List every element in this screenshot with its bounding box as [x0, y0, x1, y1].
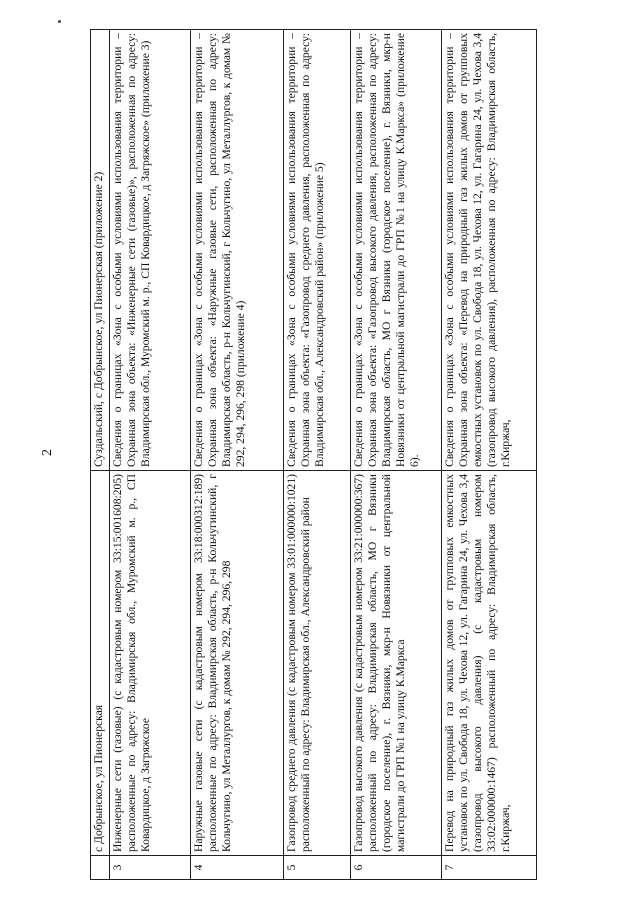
table-row: [284, 30, 351, 880]
cell-object-name: Перевод на природный газ жилых домов от групповых емкостных установок по ул. Свобода 18, ул. Чехова 12, ул. Гагарина 24, ул. Чехова 3,4 (газопровод высокого давления) (с кадастровым номером 33:02:000000:1467) расположенный по адресу: Владимирская область, г.Киржач,: [442, 471, 537, 856]
cell-number: [91, 856, 110, 880]
table-row-continued: [91, 30, 110, 880]
cell-number: 6: [351, 856, 442, 880]
cell-zone-info: Сведения о границах «Зона с особыми условиями использования территории – Охранная зона объекта: «Газопровод высокого давления, расположенная по адресу: Владимирская область, МО г Вязники (городское поселение), г. Вязники, мкр-н Новязники от центральной магистрали до ГРП №1 на улицу К.Маркса» (приложение 6).: [351, 30, 442, 471]
cell-object-name: с Добрынское, ул Пионерская: [91, 471, 110, 856]
page-number: 2: [40, 449, 55, 456]
zones-table: [90, 29, 537, 880]
cell-zone-info: Сведения о границах «Зона с особыми условиями использования территории – Охранная зона объекта: «Газопровод среднего давления, расположенная по адресу: Владимирская обл., Александровский район» (приложение 5): [284, 30, 351, 471]
cell-object-name: Газопровод высокого давления (с кадастровым номером 33:21:000000:367) расположенный по адресу: Владимирская область, МО г Вязники (городское поселение), г. Вязники, мкр-н Новязники от центральной магистрали до ГРП №1 на улицу К.Маркса: [351, 471, 442, 856]
cell-object-name: Инженерные сети (газовые) (с кадастровым номером 33:15:001608:205) расположенные по адресу: Владимирская обл., Муромский м. р., СП Ковардицкое, д Загряжское: [110, 471, 191, 856]
cell-number: 5: [284, 856, 351, 880]
table-row: [191, 30, 284, 880]
cell-object-name: Наружные газовые сети (с кадастровым номером 33:18:000312:189) расположенные по адресу: Владимирская область, р-н Кольчугинский, г Кольчугино, ул Металлургов, к домам № 292, 294, 296, 298: [191, 471, 284, 856]
rotated-page-content: [90, 30, 560, 880]
table-row: [442, 30, 537, 880]
cell-zone-info: Суздальский, с Добрынское, ул Пионерская (приложение 2): [91, 30, 110, 471]
table-row: [351, 30, 442, 880]
cell-zone-info: Сведения о границах «Зона с особыми условиями использования территории – Охранная зона объекта: «Перевод на природный газ жилых домов от групповых емкостных установок по ул. Свобода 18, ул. Чехова 12, ул. Гагарина 24, ул. Чехова 3,4 (газопровод высокого давления), расположенная по адресу: Владимирская область, г.Киржач,: [442, 30, 537, 471]
scan-dot: [58, 20, 61, 23]
cell-zone-info: Сведения о границах «Зона с особыми условиями использования территории – Охранная зона объекта: «Инженерные сети (газовые)», расположенная по адресу: Владимирская обл., Муромский м. р., СП Ковардицкое, д Загряжское» (приложение 3): [110, 30, 191, 471]
cell-number: 3: [110, 856, 191, 880]
cell-number: 7: [442, 856, 537, 880]
cell-zone-info: Сведения о границах «Зона с особыми условиями использования территории – Охранная зона объекта: «Наружные газовые сети, расположенная по адресу: Владимирская область, р-н Кольчугинский, г Кольчугино, ул Металлургов, к домам № 292, 294, 296, 298 (приложение 4): [191, 30, 284, 471]
cell-object-name: Газопровод среднего давления (с кадастровым номером 33:01:000000:1021) расположенный по адресу: Владимирская обл., Александровский район: [284, 471, 351, 856]
table-row: [110, 30, 191, 880]
cell-number: 4: [191, 856, 284, 880]
